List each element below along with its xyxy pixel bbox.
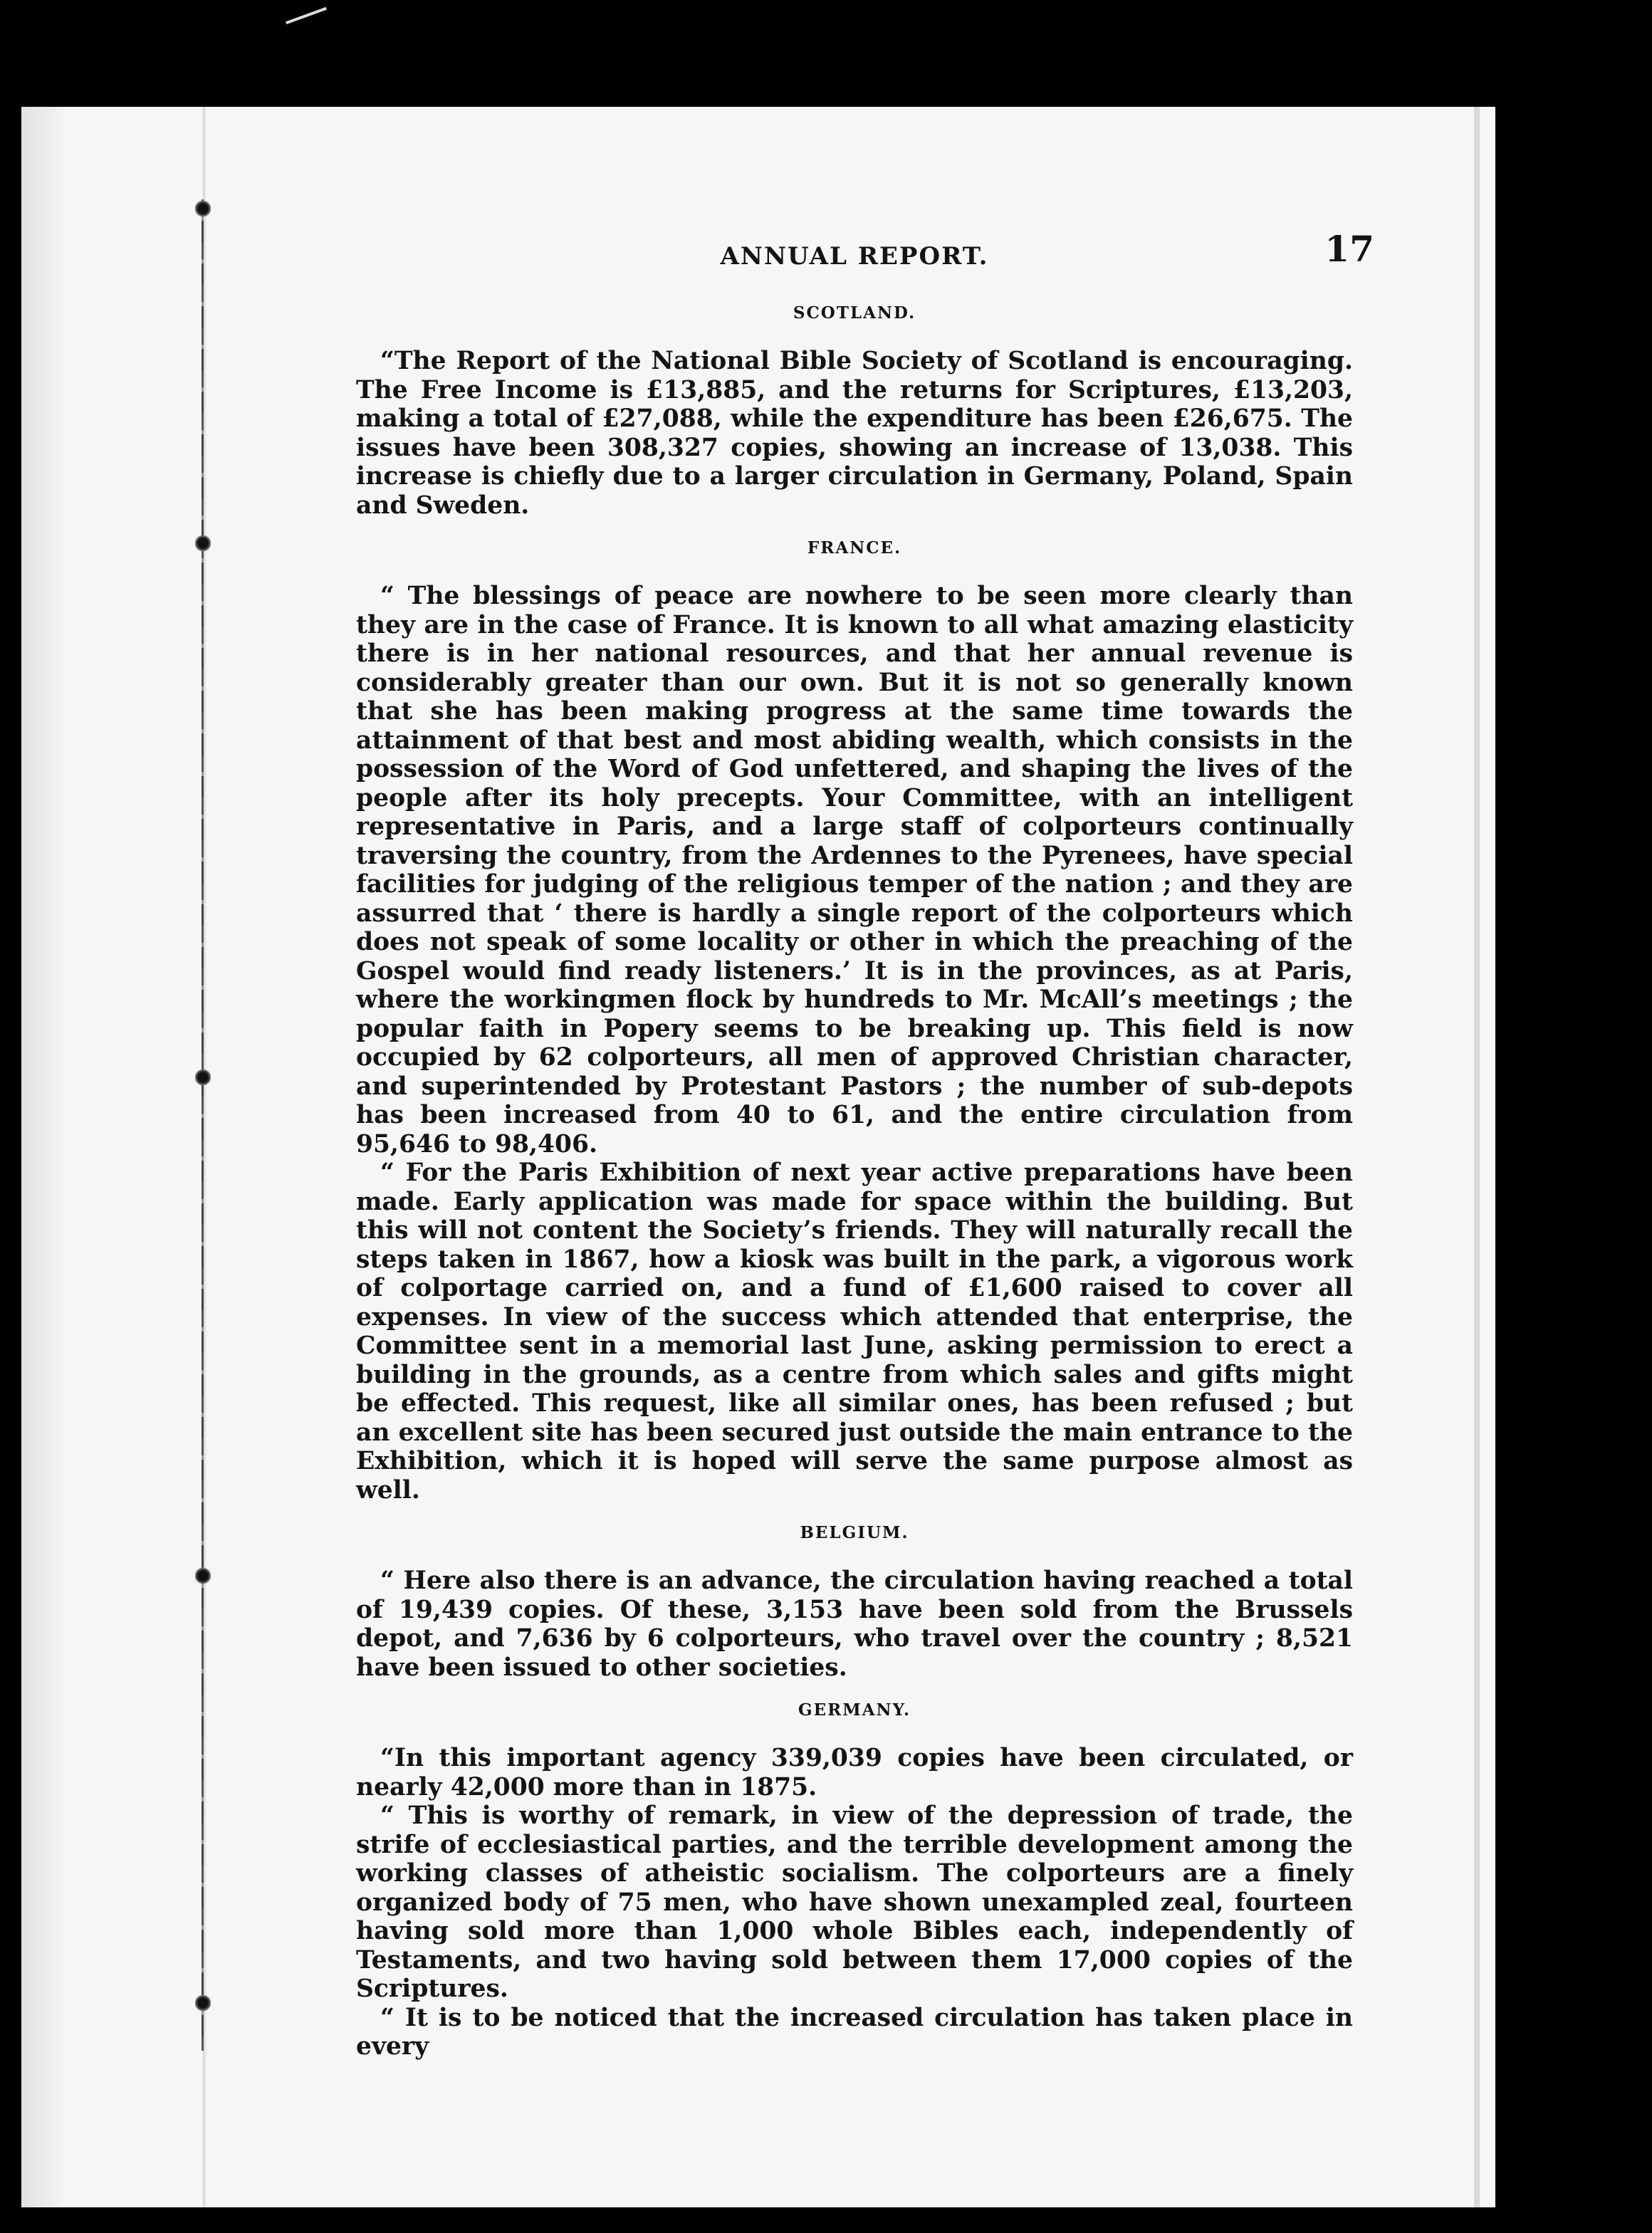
scan-mark	[286, 7, 327, 24]
section-heading: SCOTLAND.	[793, 303, 916, 323]
running-head	[356, 228, 1374, 285]
section-heading: BELGIUM.	[800, 1523, 909, 1542]
section-scotland	[356, 303, 1353, 520]
binding-thread-line	[202, 199, 204, 2051]
facing-page-edge	[21, 107, 64, 2207]
paragraph: “ For the Paris Exhibition of next year active preparations have been made. Early application was made for space within the building. But this will not content the Society’s friends. They will naturally recall the steps taken in 1867, how a kiosk was built in the park, a vigorous work of colportage carried on, and a fund of £1,600 raised to cover all expenses. In view of the success which attended that enterprise, the Committee sent in a memorial last June, asking permission to erect a building in the grounds, as a centre from which sales and gifts might be effected. This request, like all similar ones, has been refused ; but an excellent site has been secured just outside the main entrance to the Exhibition, which it is hoped will serve the same purpose almost as well.	[356, 1159, 1353, 1505]
paragraph: “ It is to be noticed that the increased circulation has taken place in every	[356, 2003, 1353, 2061]
binding-stitch	[195, 1567, 211, 1585]
section-france	[356, 538, 1353, 1505]
binding-stitch	[195, 1994, 211, 2012]
section-heading: FRANCE.	[807, 538, 902, 558]
page-edge	[1474, 107, 1480, 2207]
paragraph: “The Report of the National Bible Society of Scotland is encouraging. The Free Income is £13,885, and the returns for Scriptures, £13,203, making a total of £27,088, while the expenditure has been £26,675. The issues have been 308,327 copies, showing an increase of 13,038. This increase is chiefly due to a larger circulation in Germany, Poland, Spain and Sweden.	[356, 347, 1353, 520]
paragraph: “In this important agency 339,039 copies have been circulated, or nearly 42,000 more than in 1875.	[356, 1744, 1353, 1801]
paragraph: “ Here also there is an advance, the circulation having reached a total of 19,439 copies. Of these, 3,153 have been sold from the Brussels depot, and 7,636 by 6 colporteurs, who travel over the country ; 8,521 have been issued to other societies.	[356, 1567, 1353, 1682]
section-germany	[356, 1700, 1353, 2061]
paragraph: “ This is worthy of remark, in view of the depression of trade, the strife of ecclesiastical parties, and the terrible development among the working classes of atheistic socialism. The colporteurs are a finely organized body of 75 men, who have shown unexampled zeal, fourteen having sold more than 1,000 whole Bibles each, independently of Testaments, and two having sold between them 17,000 copies of the Scriptures.	[356, 1801, 1353, 2003]
binding-stitch	[195, 1068, 211, 1087]
running-title: ANNUAL REPORT.	[720, 242, 989, 271]
page-number: 17	[1324, 228, 1374, 270]
binding-stitch	[195, 199, 211, 218]
section-heading: GERMANY.	[798, 1700, 911, 1720]
binding-thread	[192, 199, 214, 2051]
binding-stitch	[195, 534, 211, 553]
scanned-page	[21, 107, 1495, 2207]
section-belgium	[356, 1523, 1353, 1682]
text-block	[356, 228, 1374, 2078]
paragraph: “ The blessings of peace are nowhere to be seen more clearly than they are in the case of France. It is known to all what amazing elasticity there is in her national resources, and that her annual revenue is considerably greater than our own. But it is not so generally known that she has been making progress at the same time towards the attainment of that best and most abiding wealth, which consists in the possession of the Word of God unfettered, and shaping the lives of the people after its holy precepts. Your Committee, with an intelligent representative in Paris, and a large staff of colporteurs continually traversing the country, from the Ardennes to the Pyrenees, have special facilities for judging of the religious temper of the nation ; and they are assurred that ‘ there is hardly a single report of the colporteurs which does not speak of some locality or other in which the preaching of the Gospel would find ready listeners.’ It is in the provinces, as at Paris, where the workingmen flock by hundreds to Mr. McAll’s meetings ; the popular faith in Popery seems to be breaking up. This field is now occupied by 62 colporteurs, all men of approved Christian character, and superintended by Protestant Pastors ; the number of sub-depots has been increased from 40 to 61, and the entire circulation from 95,646 to 98,406.	[356, 582, 1353, 1159]
